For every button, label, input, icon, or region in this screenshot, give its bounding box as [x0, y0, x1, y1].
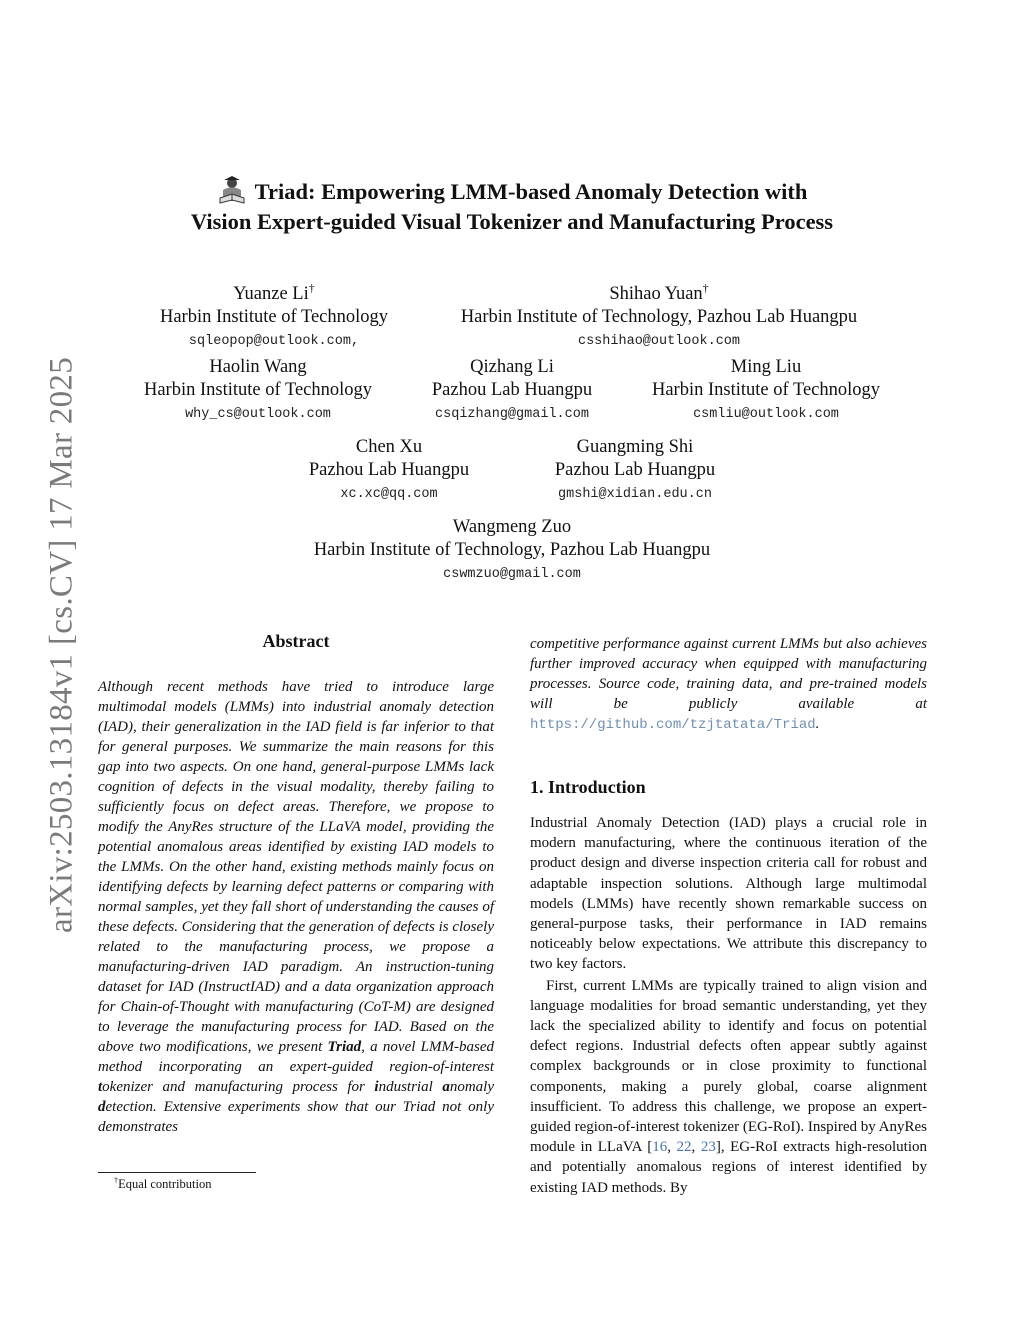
equal-contribution-mark: †	[308, 281, 315, 295]
author-affiliation: Pazhou Lab Huangpu	[308, 460, 470, 480]
abstract-text-run: , a novel LMM-based method incorporating an expert-guided region-of-interest	[98, 1039, 494, 1075]
abstract-continuation	[530, 634, 927, 735]
author-affiliation: Pazhou Lab Huangpu	[554, 460, 716, 480]
acronym-letter: i	[374, 1079, 379, 1095]
author-block	[652, 356, 880, 424]
author-affiliation: Harbin Institute of Technology	[651, 380, 881, 400]
footnote	[114, 1176, 211, 1192]
title-line-2: Vision Expert-guided Visual Tokenizer and Manufacturing Process	[190, 209, 834, 234]
abstract-text-run: okenizer and manufacturing process for	[102, 1079, 375, 1095]
author-block	[144, 356, 372, 424]
author-name: Shihao Yuan	[609, 284, 703, 305]
citation-link[interactable]: 16	[652, 1139, 668, 1156]
abstract-text-run: etection. Extensive experiments show that our Triad not only demonstrates	[98, 1099, 494, 1135]
title-line-1: Triad: Empowering LMM-based Anomaly Detection with	[254, 179, 808, 204]
author-affiliation: Pazhou Lab Huangpu	[431, 380, 593, 400]
author-name: Yuanze Li	[233, 284, 309, 305]
author-email[interactable]: xc.xc@qq.com	[340, 487, 438, 502]
method-name: Triad	[327, 1039, 362, 1055]
author-block	[461, 277, 857, 351]
citation-separator: ,	[691, 1139, 701, 1156]
author-affiliation: Harbin Institute of Technology, Pazhou Lab Huangpu	[313, 540, 711, 560]
footnote-mark: †	[114, 1176, 119, 1185]
abstract-body	[98, 677, 494, 1137]
citation-link[interactable]: 23	[700, 1139, 716, 1156]
acronym-letter: t	[98, 1079, 103, 1095]
author-block	[555, 436, 715, 504]
author-email[interactable]: csmliu@outlook.com	[693, 407, 839, 422]
author-name: Ming Liu	[730, 357, 802, 377]
equal-contribution-mark: †	[702, 281, 709, 295]
reading-figure-icon	[217, 176, 247, 204]
author-block	[309, 436, 469, 504]
author-name: Wangmeng Zuo	[452, 517, 572, 537]
abstract-part-1: Although recent methods have tried to introduce large multimodal models (LMMs) into industrial anomaly detection (IAD), their generalization in the IAD field is far inferior to that for general purposes. We summarize the main reasons for this gap into two aspects. On one hand, general-purpose LMMs lack cognition of defects in the visual modality, thereby failing to sufficiently focus on defect areas. Therefore, we propose to modify the AnyRes structure of the LLaVA model, providing the potential anomalous areas identified by existing IAD models to the LMMs. On the other hand, existing methods mainly focus on identifying defects by learning defect patterns or comparing with normal samples, yet they fall short of understanding the causes of these defects. Considering that the generation of defects is closely related to the manufacturing process, we propose a manufacturing-driven IAD paradigm. An instruction-tuning dataset for IAD (InstructIAD) and a data organization approach for Chain-of-Thought with manufacturing (CoT-M) are designed to leverage the manufacturing process for IAD. Based on the above two modifications, we present	[98, 679, 494, 1055]
paragraph-text-run: First, current LMMs are typically trained to align vision and language modalities for broad semantic understanding, yet they lack the specialized ability to identify and focus on potential defect regions. Industrial defects often appear subtly against complex backgrounds or in close proximity to functional components, making a purely global, coarse alignment insufficient. To address this challenge, we propose an expert-guided region-of-interest tokenizer (EG-RoI). Inspired by AnyRes module in LLaVA [	[530, 977, 927, 1156]
author-name: Qizhang Li	[470, 357, 554, 377]
author-block	[314, 516, 710, 584]
author-name: Chen Xu	[355, 437, 423, 457]
introduction-body	[530, 813, 927, 1198]
arxiv-identifier: arXiv:2503.13184v1 [cs.CV] 17 Mar 2025	[43, 357, 80, 933]
author-block	[432, 356, 592, 424]
acronym-letter: d	[98, 1099, 106, 1115]
abstract-text-run: nomaly	[449, 1079, 494, 1095]
author-affiliation: Harbin Institute of Technology, Pazhou Lab Huangpu	[460, 307, 858, 328]
paragraph	[530, 976, 927, 1198]
author-name: Haolin Wang	[209, 357, 307, 377]
abstract-text-run: ndustrial	[378, 1079, 443, 1095]
citation-separator: ,	[667, 1139, 677, 1156]
paragraph: Industrial Anomaly Detection (IAD) plays a crucial role in modern manufacturing, where the continuous iteration of the product design and diverse inspection criteria call for robust and adaptable inspection solutions. Although large multimodal models (LMMs) have recently shown remarkable success on general-purpose tasks, their performance in IAD remains noticeably below expectations. We attribute this discrepancy to two key factors.	[530, 815, 927, 973]
author-email[interactable]: cswmzuo@gmail.com	[443, 567, 581, 582]
author-affiliation: Harbin Institute of Technology	[159, 307, 389, 328]
section-heading-introduction: 1. Introduction	[530, 777, 646, 797]
code-repository-link[interactable]: https://github.com/tzjtatata/Triad	[530, 717, 816, 733]
author-name: Guangming Shi	[576, 437, 694, 457]
author-email[interactable]: gmshi@xidian.edu.cn	[558, 487, 712, 502]
abstract-heading: Abstract	[262, 631, 330, 651]
acronym-letter: a	[442, 1079, 450, 1095]
paragraph-text-run: ], EG-RoI extracts high-resolution and potentially anomalous regions of interest identified by existing IAD methods. By	[530, 1139, 928, 1196]
author-email[interactable]: csqizhang@gmail.com	[435, 407, 589, 422]
abstract-text-run: competitive performance against current LMMs but also achieves further improved accuracy when equipped with manufacturing processes. Source code, training data, and pre-trained models will be publicly available at	[530, 636, 927, 712]
author-block	[160, 277, 388, 351]
author-email[interactable]: csshihao@outlook.com	[577, 334, 741, 350]
author-email[interactable]: why_cs@outlook.com	[185, 407, 331, 422]
footnote-rule	[98, 1172, 256, 1173]
author-email[interactable]: sqleopop@outlook.com,	[188, 334, 360, 350]
paper-title	[90, 176, 934, 237]
citation-link[interactable]: 22	[676, 1139, 692, 1156]
author-affiliation: Harbin Institute of Technology	[143, 380, 373, 400]
abstract-text-run: .	[815, 716, 820, 732]
footnote-text: Equal contribution	[118, 1177, 212, 1192]
